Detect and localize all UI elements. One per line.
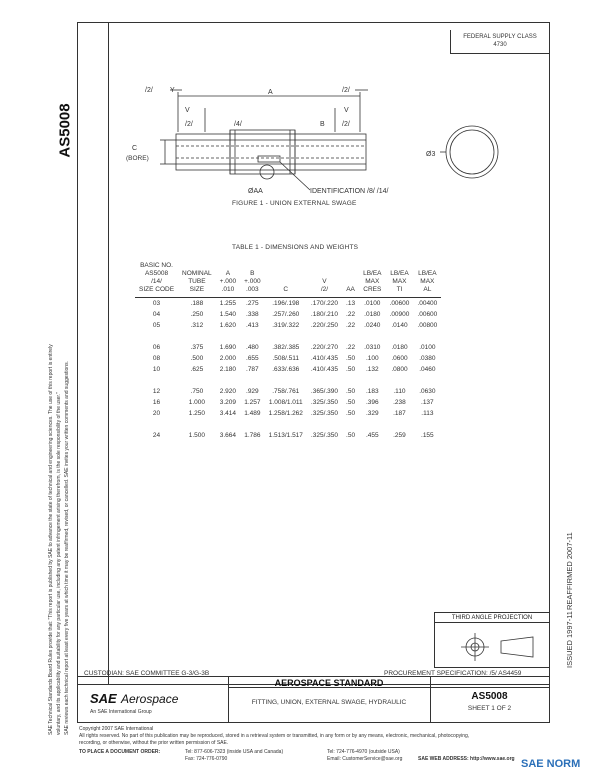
table-cell: .312 — [190, 322, 204, 329]
table-row — [135, 331, 441, 353]
table-cell: .13 — [346, 300, 356, 307]
header-line: AL — [423, 286, 432, 293]
header-line: AA — [346, 286, 355, 293]
issued-label: ISSUED 1997-11 — [565, 611, 574, 668]
table-cell: .0310 — [364, 344, 381, 351]
fax: Fax: 724-776-0790 — [185, 756, 228, 762]
table-cell: .155 — [421, 432, 434, 439]
table-cell: .319/.322 — [272, 322, 300, 329]
table-cell: 06 — [152, 344, 161, 351]
table-cell: .113 — [421, 410, 434, 417]
header-line: A — [225, 270, 231, 277]
table-header-cell — [307, 262, 342, 298]
header-line: SIZE CODE — [139, 286, 175, 293]
table-title: TABLE 1 - DIMENSIONS AND WEIGHTS — [232, 244, 359, 251]
disclaimer-line-2: voluntary, and its applicability and suitability for any particular use, including any patent infringement arising therefrom, is the sole responsibility of the user." — [56, 392, 62, 735]
table-row — [135, 397, 441, 408]
table-cell: .137 — [421, 399, 434, 406]
doc-number-vertical: AS5008 — [56, 103, 74, 158]
table-header-cell — [240, 262, 264, 298]
table-cell: 2.000 — [219, 355, 237, 362]
table-header-cell — [135, 262, 178, 298]
header-line: MAX — [392, 278, 407, 285]
fsc-label: FEDERAL SUPPLY CLASS — [463, 34, 537, 40]
table-cell: .365/.390 — [310, 388, 339, 395]
header-line: TI — [396, 286, 403, 293]
label-4: /4/ — [234, 121, 242, 128]
table-cell: .180/.210 — [310, 311, 339, 318]
table-cell: .329 — [365, 410, 379, 417]
header-line: LB/EA — [390, 270, 409, 277]
table-cell: .455 — [365, 432, 379, 439]
table-row — [135, 419, 441, 441]
table-row — [135, 364, 441, 375]
sheet-number: SHEET 1 OF 2 — [467, 705, 512, 712]
table-cell: .50 — [346, 366, 356, 373]
table-header-cell — [342, 262, 359, 298]
table-cell: .787 — [246, 366, 259, 373]
third-angle-symbol — [435, 623, 549, 667]
table-cell: .183 — [365, 388, 379, 395]
table-cell: 08 — [152, 355, 161, 362]
watermark: SAE NORM — [521, 758, 581, 770]
label-2-left: /2/ — [185, 121, 193, 128]
logo-aerospace: Aerospace — [121, 692, 179, 706]
table-cell: .375 — [190, 344, 204, 351]
table-cell: 1.255 — [219, 300, 237, 307]
table-header-cell — [265, 262, 307, 298]
label-a: A — [268, 89, 273, 96]
table-cell: .22 — [346, 344, 356, 351]
union-body — [176, 134, 366, 170]
table-cell: 16 — [152, 399, 161, 406]
table-cell: .50 — [346, 410, 356, 417]
table-cell: .625 — [190, 366, 204, 373]
table-cell: .929 — [246, 388, 259, 395]
label-aa: ØAA — [248, 188, 263, 195]
table-cell: .480 — [246, 344, 259, 351]
table-cell: 1.690 — [219, 344, 237, 351]
table-cell: 1.250 — [188, 410, 205, 417]
label-v-left: V — [185, 107, 190, 114]
table-cell: .325/.350 — [310, 410, 339, 417]
table-cell: 2.180 — [219, 366, 237, 373]
tel-inside: Tel: 877-606-7323 (inside USA and Canada) — [185, 749, 284, 755]
table-cell: .187 — [393, 410, 406, 417]
table-body — [135, 298, 441, 442]
header-line: C — [283, 286, 289, 293]
table-header-cell — [413, 262, 441, 298]
table-cell: 10 — [152, 366, 161, 373]
table-cell: .250 — [190, 311, 204, 318]
table-cell: .338 — [246, 311, 259, 318]
third-angle-label: THIRD ANGLE PROJECTION — [435, 613, 549, 623]
header-line: LB/EA — [418, 270, 437, 277]
third-angle-projection — [434, 612, 550, 668]
table-cell: .220/.270 — [310, 344, 339, 351]
left-title-strip — [77, 22, 109, 685]
logo-subtitle: An SAE International Group — [90, 709, 152, 715]
table-cell: .508/.511 — [272, 355, 300, 362]
table-cell: 1.008/1.011 — [268, 399, 303, 406]
table-cell: .750 — [190, 388, 204, 395]
end-view-inner — [450, 130, 494, 174]
table-row — [135, 353, 441, 364]
order-label: TO PLACE A DOCUMENT ORDER: — [79, 749, 161, 755]
web-address: SAE WEB ADDRESS: http://www.sae.org — [418, 756, 515, 762]
label-2-top-right: /2/ — [342, 87, 350, 94]
table-cell: .22 — [346, 311, 356, 318]
header-line: /2/ — [320, 286, 329, 293]
disclaimer-line-3: SAE reviews each technical report at least every five years at which time it may be reaffirmed, revised, or cancelled. SAE invites your written comments and suggestions. — [64, 361, 70, 735]
rights-line-1: All rights reserved. No part of this publication may be reproduced, stored in a retrieval system or transmitted, in any form or by any means, electronic, mechanical, photocopying, — [79, 733, 470, 739]
header-line: BASIC NO. — [140, 262, 173, 269]
table-cell: .00800 — [417, 322, 438, 329]
label-b: B — [320, 121, 325, 128]
table-cell: .0600 — [391, 355, 408, 362]
table-cell: 1.500 — [188, 432, 205, 439]
table-cell: .758/.761 — [272, 388, 300, 395]
label-identification: IDENTIFICATION /8/ /14/ — [310, 188, 389, 195]
table-header-cell — [178, 262, 216, 298]
dimensions-table — [135, 262, 441, 441]
union-drawing — [110, 70, 550, 200]
header-line: TUBE — [188, 278, 206, 285]
table-cell: .0240 — [364, 322, 381, 329]
aerospace-standard-heading: AEROSPACE STANDARD — [274, 678, 384, 688]
table-cell: 1.786 — [244, 432, 261, 439]
label-v-right: V — [344, 107, 349, 114]
header-line: CRES — [363, 286, 382, 293]
table-cell: .410/.435 — [310, 366, 339, 373]
table-cell: .00600 — [389, 300, 410, 307]
table-cell: .0630 — [419, 388, 436, 395]
table-header-cell — [386, 262, 414, 298]
table-cell: .0460 — [419, 366, 436, 373]
table-cell: 1.000 — [188, 399, 205, 406]
table-cell: 05 — [152, 322, 161, 329]
table-cell: .196/.198 — [272, 300, 300, 307]
table-cell: .259 — [393, 432, 406, 439]
table-cell: 1.513/1.517 — [268, 432, 303, 439]
table-cell: .0380 — [419, 355, 436, 362]
reaffirmed-label: REAFFIRMED 2007-11 — [565, 532, 574, 610]
federal-supply-class — [450, 30, 549, 54]
table-cell: 3.209 — [219, 399, 237, 406]
table-cell: .275 — [246, 300, 259, 307]
tel-outside: Tel: 724-776-4970 (outside USA) — [327, 749, 400, 755]
table-cell: 24 — [152, 432, 161, 439]
table-cell: .413 — [246, 322, 259, 329]
table-cell: .396 — [365, 399, 379, 406]
table-cell: .382/.385 — [272, 344, 300, 351]
header-line: AS5008 — [144, 270, 169, 277]
table-cell: .00900 — [389, 311, 410, 318]
document-title: FITTING, UNION, EXTERNAL SWAGE, HYDRAULIC — [251, 699, 407, 706]
table-cell: 1.620 — [219, 322, 237, 329]
header-line: B — [250, 270, 255, 277]
header-line: LB/EA — [363, 270, 382, 277]
table-cell: .50 — [346, 432, 356, 439]
table-cell: .100 — [365, 355, 379, 362]
label-2-right: /2/ — [342, 121, 350, 128]
header-line: .003 — [246, 286, 259, 293]
table-cell: .325/.350 — [310, 399, 339, 406]
header-line: /14/ — [151, 278, 162, 285]
procurement-spec: PROCUREMENT SPECIFICATION: /5/ AS4459 — [384, 670, 522, 677]
table-header-cell — [216, 262, 240, 298]
table-cell: .00400 — [417, 300, 438, 307]
title-block-doc-number: AS5008 — [471, 691, 508, 702]
fsc-value: 4730 — [493, 42, 507, 48]
header-line: +.000 — [219, 278, 237, 285]
table-cell: 1.489 — [244, 410, 261, 417]
figure-caption: FIGURE 1 - UNION EXTERNAL SWAGE — [232, 200, 357, 207]
table-cell: .50 — [346, 399, 356, 406]
table-cell: 3.414 — [219, 410, 237, 417]
table-row — [135, 320, 441, 331]
table-cell: .325/.350 — [310, 432, 339, 439]
table-cell: 04 — [152, 311, 161, 318]
table-cell: .220/.250 — [310, 322, 339, 329]
custodian: CUSTODIAN: SAE COMMITTEE G-3/G-3B — [84, 670, 210, 677]
table-cell: .257/.260 — [272, 311, 300, 318]
table-row — [135, 408, 441, 419]
table-cell: .22 — [346, 322, 356, 329]
table-cell: .110 — [393, 388, 406, 395]
label-d3: Ø3 — [426, 151, 436, 158]
header-line: MAX — [420, 278, 435, 285]
table-cell: 2.920 — [219, 388, 237, 395]
rights-line-2: recording, or otherwise, without the prior written permission of SAE. — [79, 740, 229, 746]
email: Email: CustomerService@sae.org — [327, 756, 403, 762]
table-cell: 03 — [152, 300, 161, 307]
table-cell: .132 — [365, 366, 379, 373]
table-cell: .170/.220 — [310, 300, 339, 307]
table-cell: .00600 — [417, 311, 438, 318]
table-cell: .0180 — [391, 344, 408, 351]
disclaimer-line-1: SAE Technical Standards Board Rules provide that: "This report is published by SAE to advance the state of technical and engineering sciences. The use of this report is entirely — [48, 344, 54, 735]
table-cell: .50 — [346, 388, 356, 395]
table-cell: .500 — [190, 355, 204, 362]
label-2-top-left: /2/ — [145, 87, 153, 94]
table-cell: .633/.636 — [272, 366, 300, 373]
header-line: SIZE — [189, 286, 205, 293]
table-cell: .238 — [393, 399, 406, 406]
end-view-outer — [446, 126, 498, 178]
table-cell: .0140 — [391, 322, 408, 329]
table-cell: .0100 — [364, 300, 381, 307]
table-cell: .0180 — [364, 311, 381, 318]
table-cell: 1.540 — [219, 311, 237, 318]
header-line: NOMINAL — [182, 270, 212, 277]
title-block — [77, 676, 550, 723]
table-cell: .0800 — [391, 366, 408, 373]
header-line: MAX — [365, 278, 380, 285]
header-line: .010 — [221, 286, 235, 293]
table-cell: .410/.435 — [310, 355, 339, 362]
table-cell: 12 — [152, 388, 161, 395]
copyright: Copyright 2007 SAE International — [79, 726, 154, 732]
table-row — [135, 298, 441, 310]
table-cell: 20 — [152, 410, 161, 417]
table-header-row — [135, 262, 441, 298]
table-header-cell — [359, 262, 385, 298]
label-bore: (BORE) — [126, 155, 149, 162]
table-cell: 3.664 — [219, 432, 237, 439]
table-cell: 1.258/1.262 — [268, 410, 303, 417]
label-c: C — [132, 145, 138, 152]
table-row — [135, 375, 441, 397]
table-cell: .655 — [246, 355, 259, 362]
label-y: Y — [170, 87, 175, 94]
table-cell: 1.257 — [244, 399, 261, 406]
table-cell: .0100 — [419, 344, 436, 351]
header-line: +.000 — [244, 278, 261, 285]
table-row — [135, 309, 441, 320]
logo-sae: SAE — [90, 691, 117, 706]
table-cell: .188 — [190, 300, 204, 307]
header-line: V — [322, 278, 327, 285]
table-cell: .50 — [346, 355, 356, 362]
